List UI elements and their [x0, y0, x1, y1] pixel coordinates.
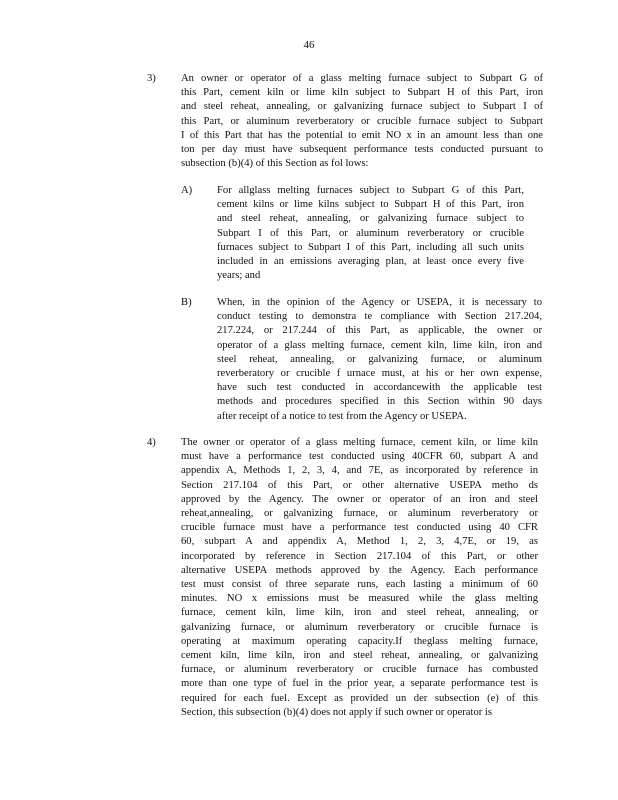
text-line: after receipt of a notice to test from the Agency or USEPA.	[217, 410, 467, 422]
text-line: reheat,annealing, or galvanizing furnace, or aluminum reverberatory or	[181, 508, 538, 520]
text-line: I of this Part that has the potential to emit NO x in an amount less than one	[181, 129, 543, 141]
text-line: galvanizing furnace, or aluminum reverberatory or crucible furnace is	[181, 621, 538, 633]
list-marker: 4)	[147, 437, 156, 448]
paragraph-text	[217, 184, 524, 283]
text-line: operator of a glass melting furnace, cement kiln, lime kiln, iron and	[217, 339, 542, 351]
text-line: An owner or operator of a glass melting furnace subject to Subpart G of	[181, 73, 543, 84]
text-line: and steel reheat, annealing, or galvanizing furnace subject to Subpart I of	[181, 101, 543, 113]
text-line: furnace, cement kiln, lime kiln, iron and steel reheat, annealing, or	[181, 607, 538, 619]
text-line: this Part, cement kiln or lime kiln subject to Subpart H of this Part, iron	[181, 87, 543, 99]
paragraph-text	[181, 436, 538, 720]
text-line: reverberatory or crucible f urnace must, at his or her own expense,	[217, 368, 542, 380]
text-line: alternative USEPA methods approved by the Agency. Each performance	[181, 564, 538, 576]
text-line: methods and procedures specified in this Section within 90 days	[217, 396, 542, 408]
text-line: must have a performance test conducted using 40CFR 60, subpart A and	[181, 451, 538, 463]
paragraph-text	[217, 296, 542, 424]
text-line: more than one type of fuel in the prior year, a separate performance test is	[181, 678, 538, 690]
text-line: steel reheat, annealing, or galvanizing furnace, or aluminum	[217, 353, 542, 365]
text-line: cement kiln, lime kiln, iron and steel reheat, annealing, or galvanizing	[181, 650, 538, 662]
list-marker: 3)	[147, 73, 156, 84]
text-line: have such test conducted in accordancewith the applicable test	[217, 382, 542, 394]
text-line: Subpart I of this Part, or aluminum reverberatory or crucible	[217, 227, 524, 239]
list-marker: B)	[181, 297, 192, 308]
text-line: Section 217.104 of this Part, or other alternative USEPA metho ds	[181, 479, 538, 491]
text-line: and steel reheat, annealing, or galvanizing furnace subject to	[217, 213, 524, 225]
text-line: For allglass melting furnaces subject to Subpart G of this Part,	[217, 185, 524, 196]
text-line: years; and	[217, 270, 261, 282]
text-line: Section, this subsection (b)(4) does not apply if such owner or operator is	[181, 706, 492, 718]
text-line: test must consist of three separate runs, each lasting a minimum of 60	[181, 579, 538, 591]
page-number: 46	[303, 39, 315, 51]
list-marker: A)	[181, 185, 193, 196]
text-line: 60, subpart A and appendix A, Method 1, 2, 3, 4,7E, or 19, as	[181, 536, 538, 548]
text-line: crucible furnace must have a performance test conducted using 40 CFR	[181, 522, 538, 534]
text-line: When, in the opinion of the Agency or USEPA, it is necessary to	[217, 297, 542, 308]
text-line: approved by the Agency. The owner or operator of an iron and steel	[181, 493, 538, 505]
text-line: furnaces subject to Subpart I of this Part, including all such units	[217, 241, 524, 253]
text-line: cement kilns or lime kilns subject to Subpart H of this Part, iron	[217, 199, 524, 211]
text-line: included in an emissions averaging plan, at least once every five	[217, 256, 524, 268]
text-line: furnace, or aluminum reverberatory or crucible furnace has combusted	[181, 664, 538, 676]
text-line: operating at maximum operating capacity.If theglass melting furnace,	[181, 635, 538, 647]
text-line: ton per day must have subsequent performance tests conducted pursuant to	[181, 144, 543, 156]
text-line: conduct testing to demonstra te compliance with Section 217.204,	[217, 311, 542, 323]
text-line: incorporated by reference in Section 217.104 of this Part, or other	[181, 550, 538, 562]
text-line: subsection (b)(4) of this Section as fol lows:	[181, 158, 369, 170]
text-line: minutes. NO x emissions must be measured while the glass melting	[181, 593, 538, 605]
text-line: The owner or operator of a glass melting furnace, cement kiln, or lime kiln	[181, 437, 538, 448]
text-line: appendix A, Methods 1, 2, 3, 4, and 7E, as incorporated by reference in	[181, 465, 538, 477]
text-line: 217.224, or 217.244 of this Part, as applicable, the owner or	[217, 325, 542, 337]
text-line: required for each fuel. Except as provided un der subsection (e) of this	[181, 692, 538, 704]
paragraph-text	[181, 72, 543, 171]
text-line: this Part, or aluminum reverberatory or crucible furnace subject to Subpart	[181, 115, 543, 127]
